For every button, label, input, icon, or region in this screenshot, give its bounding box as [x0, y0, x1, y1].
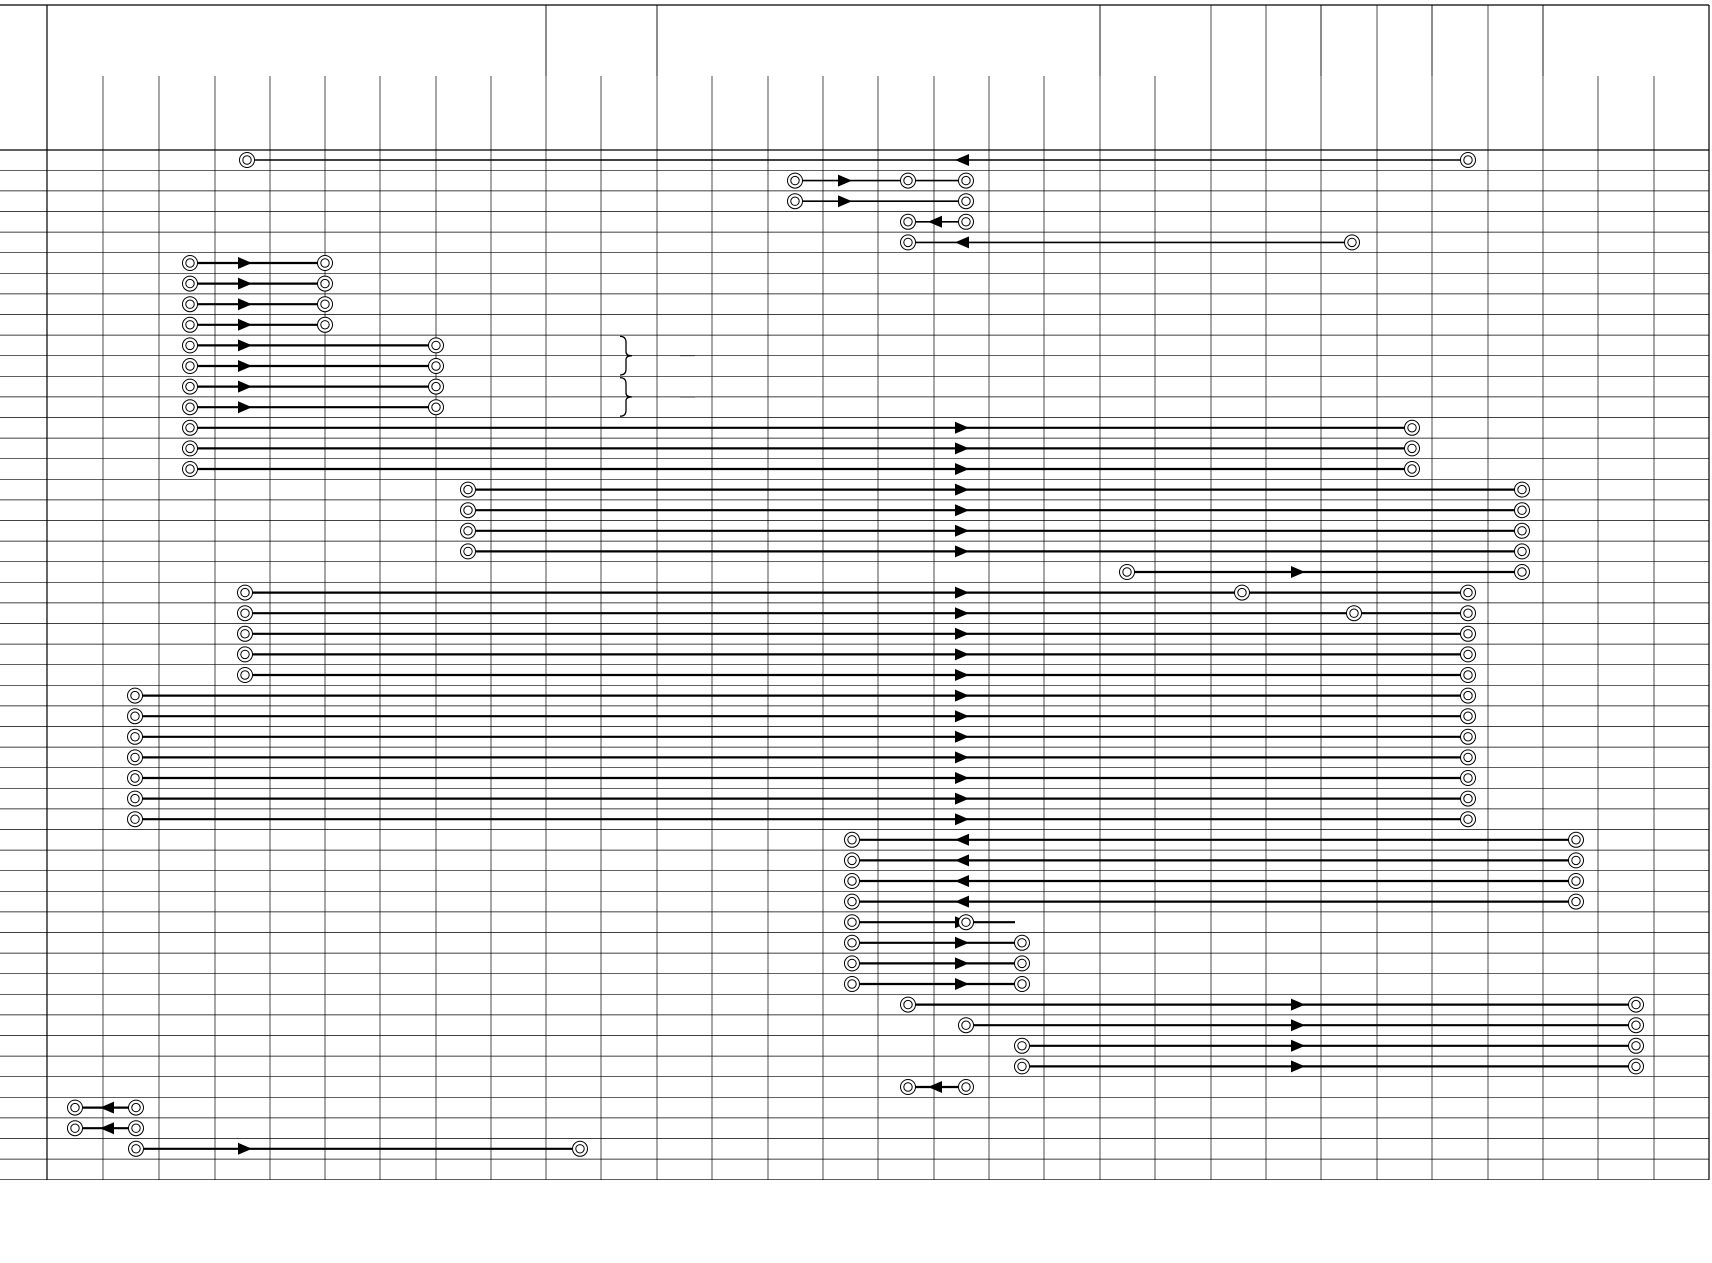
connector-outer	[845, 977, 860, 992]
connector-outer	[238, 668, 253, 683]
arrow	[238, 298, 252, 310]
arrow	[955, 834, 969, 846]
connector-outer	[1461, 668, 1476, 683]
connector-outer	[318, 276, 333, 291]
connector-outer	[183, 420, 198, 435]
connector-outer	[183, 317, 198, 332]
connector-outer	[959, 1018, 974, 1033]
connector-outer	[1629, 997, 1644, 1012]
connector-outer	[238, 647, 253, 662]
connector-outer	[1461, 750, 1476, 765]
arrow	[955, 772, 969, 784]
arrow	[955, 875, 969, 887]
connector-outer	[901, 173, 916, 188]
connector-outer	[959, 194, 974, 209]
arrow	[838, 195, 852, 207]
connector-outer	[183, 297, 198, 312]
connector-outer	[128, 771, 143, 786]
arrow	[955, 793, 969, 805]
connector-outer	[429, 359, 444, 374]
connector-outer	[1015, 956, 1030, 971]
connector-outer	[1569, 874, 1584, 889]
connector-outer	[845, 874, 860, 889]
arrow	[1291, 1019, 1305, 1031]
connector-outer	[128, 729, 143, 744]
arrow	[238, 257, 252, 269]
connector-outer	[1629, 1059, 1644, 1074]
connector-outer	[959, 1080, 974, 1095]
connector-outer	[1015, 1059, 1030, 1074]
arrow	[955, 937, 969, 949]
connector-outer	[1461, 153, 1476, 168]
connector-outer	[959, 173, 974, 188]
arrow	[955, 607, 969, 619]
connector-outer	[845, 894, 860, 909]
connector-outer	[238, 585, 253, 600]
connector-outer	[845, 853, 860, 868]
connector-outer	[68, 1121, 83, 1136]
arrow	[238, 1143, 252, 1155]
arrow	[238, 381, 252, 393]
arrow	[838, 175, 852, 187]
connector-outer	[1015, 935, 1030, 950]
connector-outer	[1515, 544, 1530, 559]
connector-outer	[845, 915, 860, 930]
connector-outer	[788, 194, 803, 209]
connector-outer	[183, 256, 198, 271]
connector-outer	[901, 997, 916, 1012]
connector-outer	[1015, 1038, 1030, 1053]
arrow	[238, 401, 252, 413]
arrow	[955, 669, 969, 681]
connector-outer	[429, 379, 444, 394]
connector-outer	[1569, 832, 1584, 847]
connector-outer	[573, 1141, 588, 1156]
connector-outer	[1461, 771, 1476, 786]
arrow	[928, 216, 942, 228]
arrow	[955, 751, 969, 763]
connector-outer	[68, 1100, 83, 1115]
connector-outer	[183, 400, 198, 415]
connector-outer	[1461, 812, 1476, 827]
connector-outer	[183, 276, 198, 291]
connector-outer	[1405, 420, 1420, 435]
connector-outer	[901, 214, 916, 229]
connector-outer	[461, 482, 476, 497]
connector-outer	[1629, 1038, 1644, 1053]
connector-outer	[429, 338, 444, 353]
arrow	[1291, 1060, 1305, 1072]
connector-outer	[461, 523, 476, 538]
arrow	[955, 154, 969, 166]
arrow	[955, 978, 969, 990]
connector-outer	[129, 1141, 144, 1156]
arrow	[955, 813, 969, 825]
connector-outer	[129, 1100, 144, 1115]
connector-outer	[1515, 565, 1530, 580]
connector-outer	[128, 791, 143, 806]
connector-outer	[1515, 523, 1530, 538]
connector-outer	[959, 915, 974, 930]
connector-outer	[1235, 585, 1250, 600]
connector-outer	[901, 1080, 916, 1095]
connector-outer	[788, 173, 803, 188]
arrow	[955, 463, 969, 475]
connector-outer	[1461, 585, 1476, 600]
arrow	[955, 236, 969, 248]
connector-outer	[959, 214, 974, 229]
arrow	[955, 854, 969, 866]
connector-outer	[429, 400, 444, 415]
connector-outer	[240, 153, 255, 168]
arrow	[955, 731, 969, 743]
connector-outer	[845, 935, 860, 950]
connector-outer	[128, 709, 143, 724]
connector-outer	[238, 626, 253, 641]
arrow	[238, 319, 252, 331]
connector-outer	[128, 750, 143, 765]
connector-outer	[1461, 688, 1476, 703]
connector-outer	[1405, 462, 1420, 477]
connector-outer	[183, 462, 198, 477]
arrow	[955, 957, 969, 969]
connector-outer	[845, 956, 860, 971]
connector-outer	[1405, 441, 1420, 456]
connector-outer	[1461, 606, 1476, 621]
arrow	[955, 504, 969, 516]
connector-outer	[128, 812, 143, 827]
arrow	[955, 422, 969, 434]
arrow	[955, 710, 969, 722]
arrow	[955, 587, 969, 599]
arrow	[1291, 1040, 1305, 1052]
arrow	[100, 1102, 114, 1114]
connector-outer	[461, 544, 476, 559]
connector-outer	[1569, 894, 1584, 909]
arrow	[238, 360, 252, 372]
connector-outer	[318, 317, 333, 332]
connector-outer	[1120, 565, 1135, 580]
arrow	[1291, 999, 1305, 1011]
connector-outer	[183, 379, 198, 394]
arrow	[955, 896, 969, 908]
connector-outer	[1461, 709, 1476, 724]
connector-outer	[1461, 791, 1476, 806]
arrow	[955, 484, 969, 496]
connector-outer	[129, 1121, 144, 1136]
connector-outer	[1461, 647, 1476, 662]
arrow	[955, 545, 969, 557]
arrow	[955, 525, 969, 537]
connections	[68, 153, 1644, 1157]
arrow	[955, 690, 969, 702]
arrow	[955, 442, 969, 454]
arrow	[238, 339, 252, 351]
connector-outer	[845, 832, 860, 847]
connector-outer	[1461, 729, 1476, 744]
connector-outer	[183, 359, 198, 374]
connector-outer	[1461, 626, 1476, 641]
connector-outer	[461, 503, 476, 518]
arrow	[928, 1081, 942, 1093]
connector-outer	[1629, 1018, 1644, 1033]
connector-outer	[901, 235, 916, 250]
connector-outer	[318, 297, 333, 312]
connector-outer	[238, 606, 253, 621]
connector-outer	[1347, 606, 1362, 621]
connector-outer	[128, 688, 143, 703]
arrow	[955, 628, 969, 640]
connector-outer	[183, 338, 198, 353]
connector-outer	[1345, 235, 1360, 250]
connector-outer	[318, 256, 333, 271]
arrow	[100, 1122, 114, 1134]
connector-outer	[183, 441, 198, 456]
arrow	[955, 648, 969, 660]
connector-outer	[1569, 853, 1584, 868]
connector-outer	[1515, 482, 1530, 497]
arrow	[1291, 566, 1305, 578]
connector-outer	[1515, 503, 1530, 518]
arrow	[238, 278, 252, 290]
connector-outer	[1015, 977, 1030, 992]
